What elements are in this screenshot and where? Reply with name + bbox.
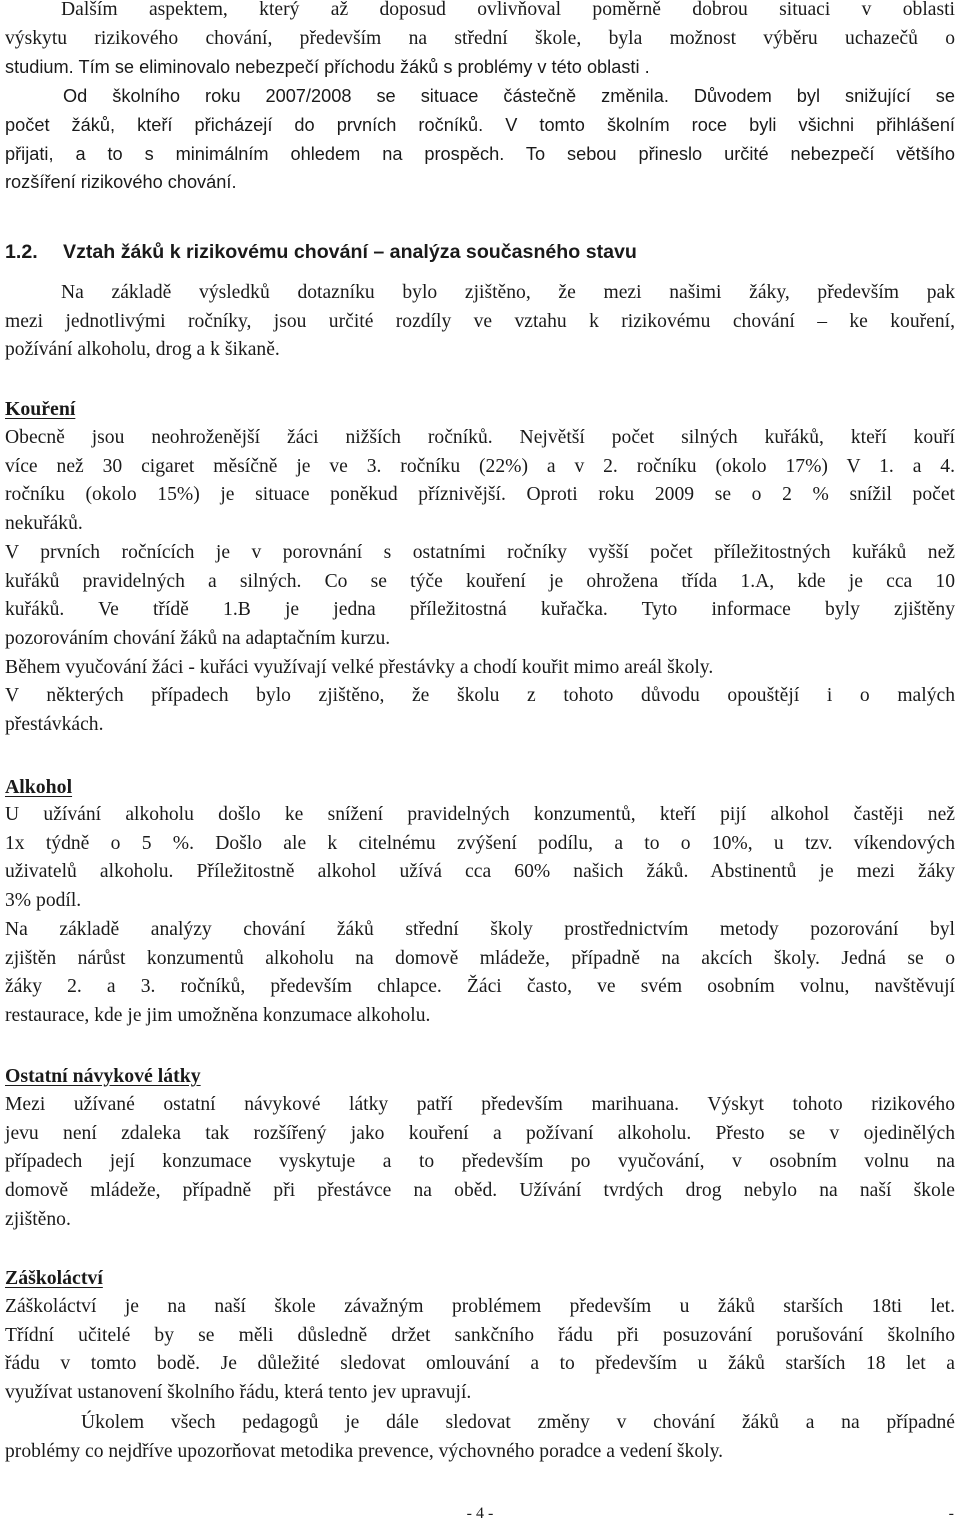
section-intro-paragraph — [5, 279, 955, 365]
text-line: domově mládeže, případně při přestávce na oběd. Užívání tvrdých drog nebylo na naší škole — [5, 1180, 955, 1202]
text-line: Dalším aspektem, který až doposud ovlivňoval poměrně dobrou situaci v oblasti — [61, 0, 955, 20]
intro-paragraph — [5, 0, 955, 197]
text-line: U užívání alkoholu došlo ke snížení pravidelných konzumentů, kteří pijí alkohol častěji než — [5, 804, 955, 825]
text-line: zjištěn nárůst konzumentů alkoholu na domově mládeže, případně na akcích školy. Jedná se o — [5, 947, 955, 969]
section-number: 1.2. — [5, 241, 38, 263]
truancy-paragraph — [5, 1293, 955, 1408]
smoking-heading: Kouření — [5, 398, 76, 420]
corner-mark: - — [948, 1505, 954, 1522]
page-number: - 4 - — [466, 1505, 494, 1522]
text-line: přestávkách. — [5, 714, 104, 736]
text-line: Od školního roku 2007/2008 se situace částečně změnila. Důvodem byl snižující se — [63, 86, 955, 107]
text-line: kuřáků. Ve třídě 1.B je jedna příležitostná kuřačka. Tyto informace byly zjištěny — [5, 599, 955, 621]
text-line: využívat ustanovení školního řádu, která tento jev upravují. — [5, 1382, 472, 1404]
text-line: více než 30 cigaret měsíčně je ve 3. ročníku (22%) a v 2. ročníku (okolo 17%) V 1. a 4. — [5, 455, 955, 477]
text-line: požívání alkoholu, drog a k šikaně. — [5, 339, 280, 361]
text-line: výskytu rizikového chování, především na střední škole, byla možnost výběru uchazečů o — [5, 27, 955, 49]
closing-paragraph — [5, 1409, 955, 1466]
text-line: pozorováním chování žáků na adaptačním kurzu. — [5, 627, 391, 649]
text-line: žáky 2. a 3. ročníků, především chlapce. Žáci často, ve svém osobním volnu, navštěvují — [5, 976, 955, 998]
other-substances-heading: Ostatní návykové látky — [5, 1065, 201, 1087]
text-line: Obecně jsou neohroženější žáci nižších ročníků. Největší počet silných kuřáků, kteří kouří — [5, 427, 955, 448]
text-line: přijati, a to s minimálním ohledem na prospěch. To sebou přineslo určité nebezpečí většího — [5, 143, 955, 164]
text-line: problémy co nejdříve upozorňovat metodika prevence, výchovného poradce a vedení školy. — [5, 1440, 724, 1462]
text-line: 1x týdně o 5 %. Došlo ale k citelnému zvýšení podílu, a to o 10%, u tzv. víkendových — [5, 832, 955, 854]
section-title: Vztah žáků k rizikovému chování – analýza současného stavu — [63, 241, 637, 263]
text-line: Úkolem všech pedagogů je dále sledovat změny v chování žáků a na případné — [81, 1412, 955, 1433]
text-line: Na základě analýzy chování žáků střední školy prostřednictvím metody pozorování byl — [5, 918, 955, 940]
text-line: Třídní učitelé by se měli důsledně držet sankčního řádu při posuzování porušování školního — [5, 1324, 955, 1346]
text-line: V některých případech bylo zjištěno, že školu z tohoto důvodu opouštějí i o malých — [5, 685, 955, 707]
alcohol-paragraph — [5, 801, 955, 1031]
other-substances-paragraph — [5, 1091, 955, 1235]
text-line: V prvních ročnících je v porovnání s ostatními ročníky vyšší počet příležitostných kuřáků než — [5, 541, 955, 563]
text-line: studium. Tím se eliminovalo nebezpečí příchodu žáků s problémy v této oblasti . — [5, 57, 650, 78]
text-line: Mezi užívané ostatní návykové látky patří především marihuana. Výskyt tohoto rizikového — [5, 1094, 955, 1115]
text-line: jevu není zdaleka tak rozšířený jako kouření a požívaní alkoholu. Přesto se v ojedinělých — [5, 1122, 955, 1144]
section-heading — [5, 238, 955, 266]
text-line: mezi jednotlivými ročníky, jsou určité rozdíly ve vztahu k rizikovému chování – ke kouření, — [5, 310, 955, 332]
text-line: restaurace, kde je jim umožněna konzumace alkoholu. — [5, 1004, 431, 1026]
text-line: nekuřáků. — [5, 513, 83, 535]
smoking-paragraph — [5, 424, 955, 740]
alcohol-heading: Alkohol — [5, 776, 73, 798]
text-line: zjištěno. — [5, 1208, 71, 1230]
text-line: počet žáků, kteří přicházejí do prvních ročníků. V tomto školním roce byli všichni přihlášení — [5, 114, 955, 135]
truancy-heading: Záškoláctví — [5, 1267, 103, 1289]
text-line: kuřáků pravidelných a silných. Co se týče kouření je ohrožena třída 1.A, kde je cca 10 — [5, 570, 955, 592]
text-line: Na základě výsledků dotazníku bylo zjištěno, že mezi našimi žáky, především pak — [61, 282, 955, 303]
text-line: rozšíření rizikového chování. — [5, 172, 237, 193]
text-line: 3% podíl. — [5, 890, 82, 912]
text-line: případech její konzumace vyskytuje a to především po vyučování, v osobním volnu na — [5, 1151, 955, 1173]
text-line: uživatelů alkoholu. Příležitostně alkohol užívá cca 60% našich žáků. Abstinentů je mezi žáky — [5, 861, 955, 883]
text-line: Záškoláctví je na naší škole závažným problémem především u žáků starších 18ti let. — [5, 1296, 955, 1317]
text-line: řádu v tomto bodě. Je důležité sledovat omlouvání a to především u žáků starších 18 let a — [5, 1353, 955, 1375]
text-line: Během vyučování žáci - kuřáci využívají velké přestávky a chodí kouřit mimo areál školy. — [5, 656, 714, 678]
text-line: ročníku (okolo 15%) je situace poněkud příznivější. Oproti roku 2009 se o 2 % snížil počet — [5, 484, 955, 506]
